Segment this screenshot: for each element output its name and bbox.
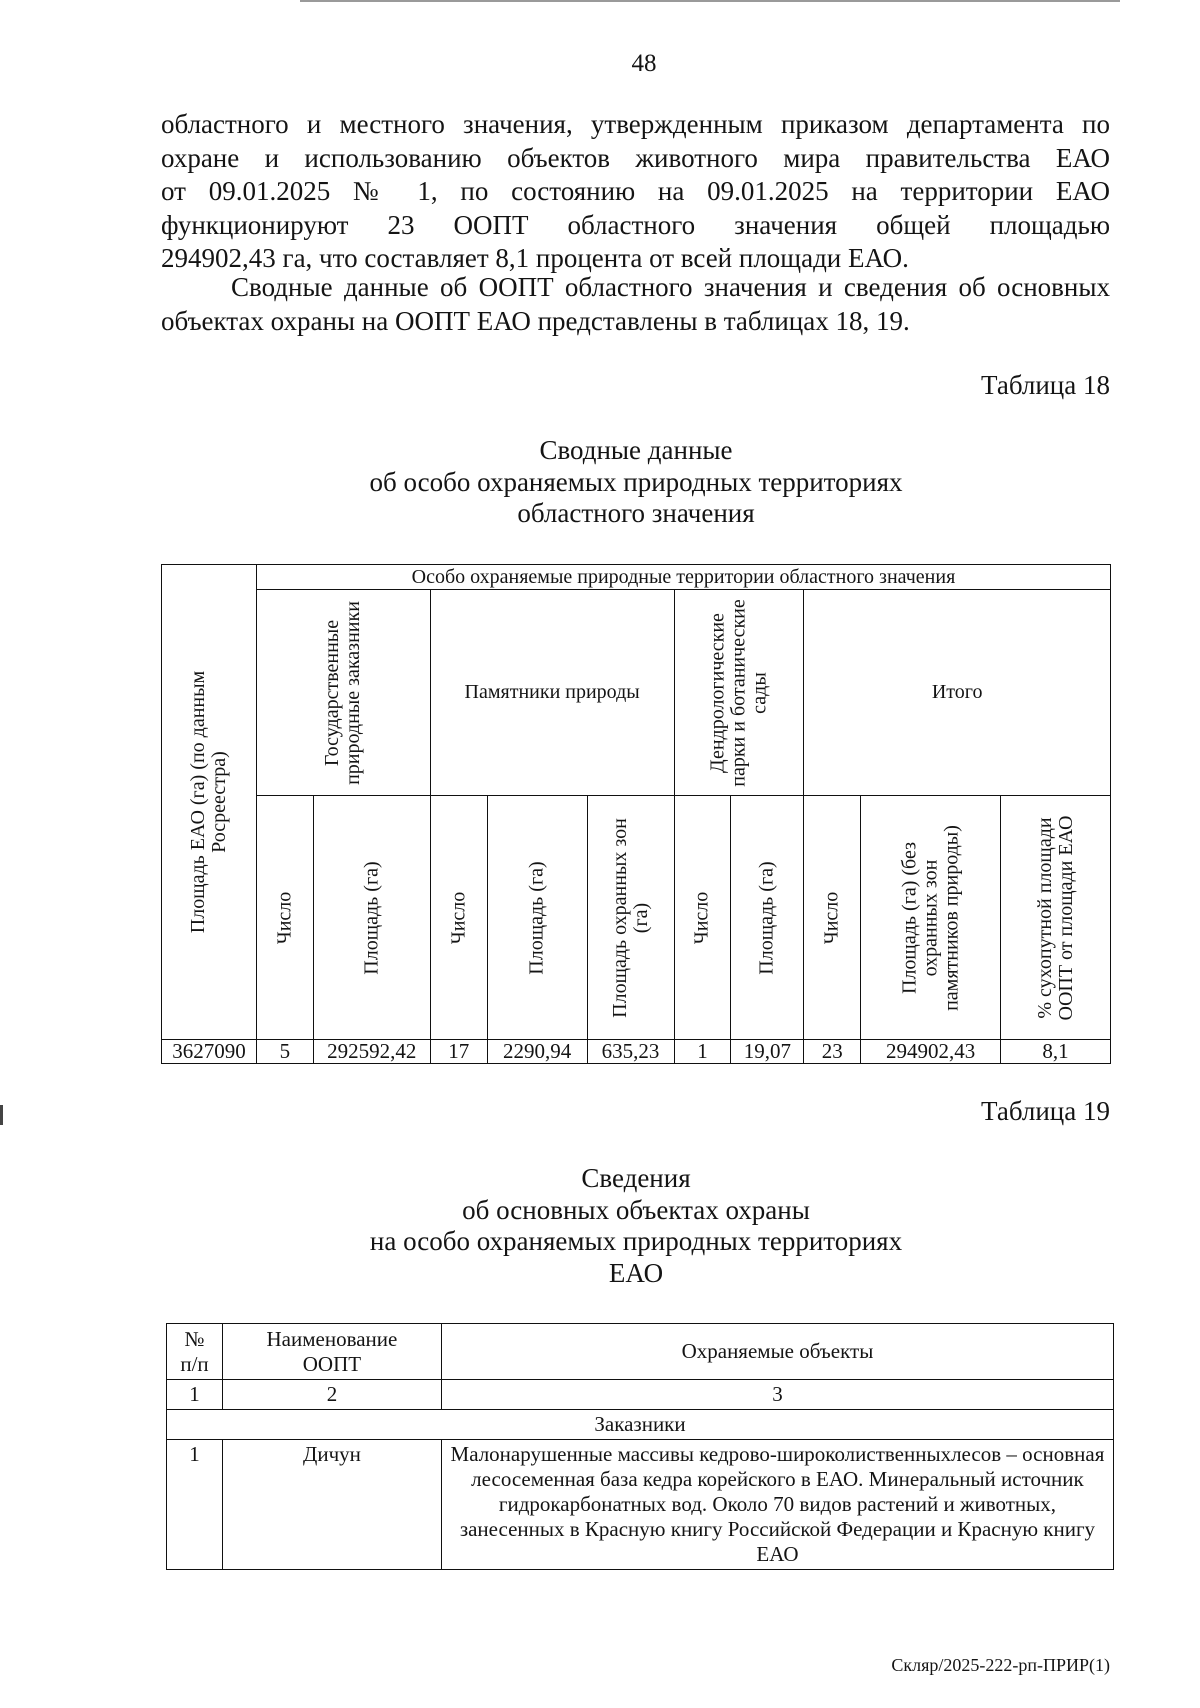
row-num: 1	[167, 1440, 223, 1570]
page-number: 48	[631, 50, 657, 77]
sub-d-count: Число	[674, 796, 731, 1040]
table-row	[167, 1440, 1114, 1570]
cell-i-count: 23	[804, 1040, 861, 1064]
group-dendro-header: Дендрологические парки и ботанические сады	[674, 590, 804, 796]
sub-i-count: Число	[804, 796, 861, 1040]
table-18	[161, 564, 1111, 1064]
group-header: Особо охраняемые природные территории областного значения	[256, 565, 1110, 590]
cell-area-eao: 3627090	[162, 1040, 257, 1064]
sub-i-pct: % сухопутной площади ООПТ от площади ЕАО	[1001, 796, 1111, 1040]
paragraph-1-line: областного и местного значения, утвержденным приказом департамента по	[161, 109, 1110, 139]
group-itogo-header: Итого	[804, 590, 1111, 796]
paragraph-1-line: функционируют 23 ООПТ областного значения общей площадью	[161, 209, 1110, 240]
col-number-1: 1	[167, 1380, 223, 1410]
cell-p-area: 2290,94	[487, 1040, 587, 1064]
section-row: Заказники	[167, 1410, 1114, 1440]
table-19-label: Таблица 19	[981, 1096, 1110, 1126]
sub-d-area: Площадь (га)	[731, 796, 804, 1040]
group-zakazniki-header: Государственные природные заказники	[256, 590, 430, 796]
col-number-2: 2	[222, 1380, 441, 1410]
table-19-title-line: на особо охраняемых природных территориях	[369, 1226, 903, 1256]
cell-d-area: 19,07	[731, 1040, 804, 1064]
table-19	[166, 1323, 1114, 1570]
table-19-title-line: Сведения	[581, 1163, 691, 1193]
sub-p-count: Число	[430, 796, 487, 1040]
header-name: Наименование ООПТ	[222, 1324, 441, 1380]
cell-d-count: 1	[674, 1040, 731, 1064]
cell-z-area: 292592,42	[313, 1040, 430, 1064]
table-19-title-line: ЕАО	[608, 1257, 664, 1288]
cell-p-count: 17	[430, 1040, 487, 1064]
margin-mark	[0, 1105, 3, 1125]
footer-code: Скляр/2025-222-рп-ПРИР(1)	[891, 1655, 1110, 1675]
top-edge-line	[300, 0, 1120, 2]
paragraph-1-line: от 09.01.2025 № 1, по состоянию на 09.01.2025 на территории ЕАО	[161, 176, 1110, 207]
table-18-label: Таблица 18	[981, 370, 1110, 400]
sub-z-area: Площадь (га)	[313, 796, 430, 1040]
paragraph-2: Сводные данные об ООПТ областного значения и сведения об основных объектах охраны на ООПТ ЕАО представлены в таблицах 18, 19.	[161, 272, 1110, 336]
row-objects: Малонарушенные массивы кедрово-широколиственныхлесов – основная лесосеменная база кедра корейского в ЕАО. Минеральный источник гидрокарбонатных вод. Около 70 видов растений и животных, занесенных в Красную книгу Российской Федерации и Красную книгу ЕАО	[441, 1440, 1113, 1570]
header-objects: Охраняемые объекты	[441, 1324, 1113, 1380]
sub-i-area: Площадь (га) (без охранных зон памятников природы)	[861, 796, 1001, 1040]
table-19-title-line: об основных объектах охраны	[462, 1194, 810, 1225]
paragraph-1-line: 294902,43 га, что составляет 8,1 процента от всей площади ЕАО.	[161, 243, 909, 274]
sub-z-count: Число	[256, 796, 313, 1040]
group-pamyatniki-header: Памятники природы	[430, 590, 674, 796]
cell-p-zones: 635,23	[587, 1040, 674, 1064]
table-19-title	[160, 1163, 1112, 1289]
col-number-3: 3	[441, 1380, 1113, 1410]
sub-p-zones: Площадь охранных зон (га)	[587, 796, 674, 1040]
table-18-title-line: Сводные данные	[539, 435, 733, 465]
header-num: № п/п	[167, 1324, 223, 1380]
paragraph-1	[161, 108, 1110, 276]
row-name: Дичун	[222, 1440, 441, 1570]
paragraph-1-line: охране и использованию объектов животного мира правительства ЕАО	[161, 142, 1110, 173]
table-18-title-line: областного значения	[517, 498, 755, 528]
col-area-eao-header: Площадь ЕАО (га) (по данным Росреестра)	[162, 565, 257, 1040]
table-18-title	[160, 435, 1112, 530]
cell-i-area: 294902,43	[861, 1040, 1001, 1064]
cell-i-pct: 8,1	[1001, 1040, 1111, 1064]
cell-z-count: 5	[256, 1040, 313, 1064]
sub-p-area: Площадь (га)	[487, 796, 587, 1040]
table-18-title-line: об особо охраняемых природных территориях	[369, 466, 903, 497]
